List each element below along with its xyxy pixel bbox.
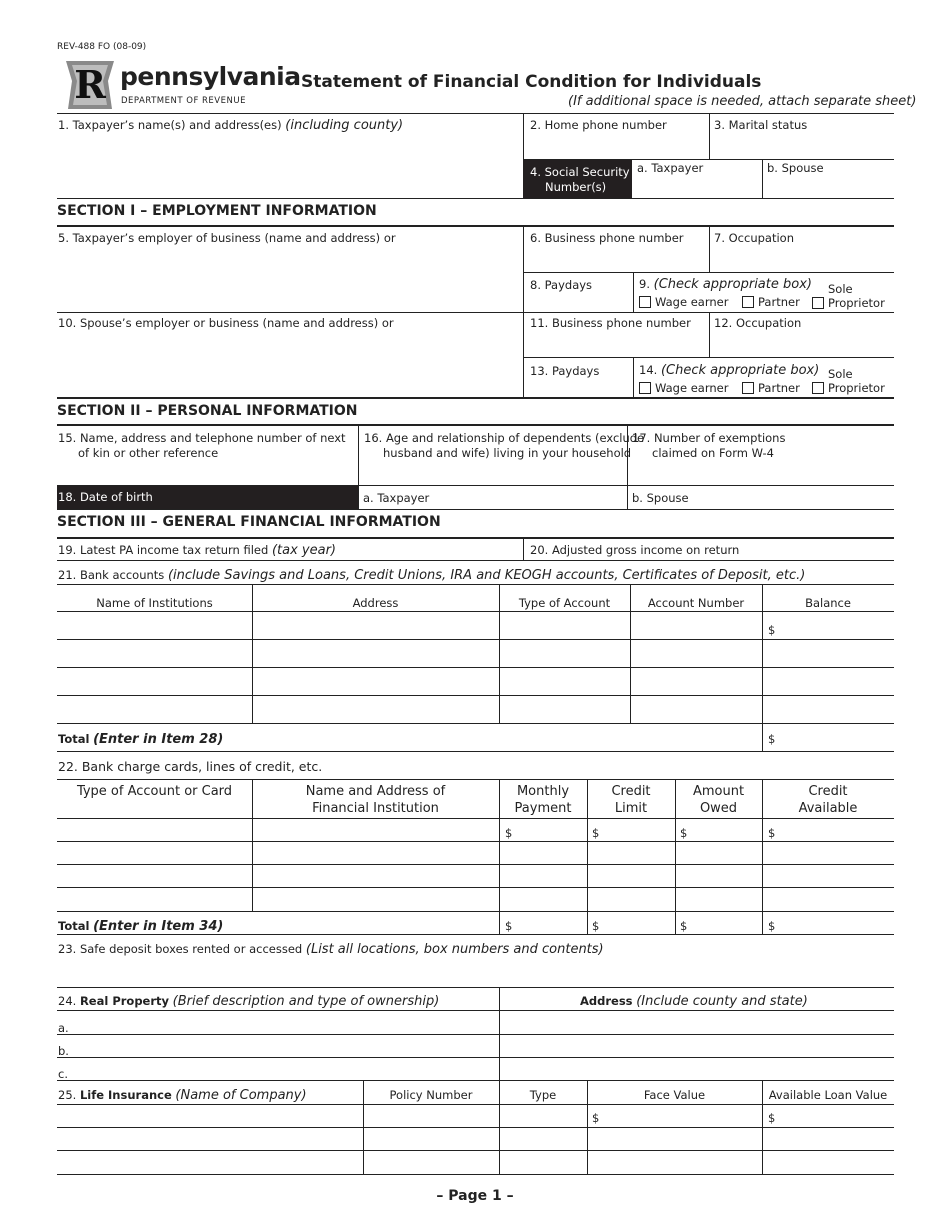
card-header-limit-2: Limit [614, 801, 648, 816]
card-header-available-1: Credit [808, 784, 848, 799]
partner-option-2[interactable]: Partner [742, 381, 800, 396]
card-header-monthly-2: Payment [514, 801, 572, 816]
item7-label: 7. Occupation [714, 231, 794, 245]
card-header-available-2: Available [798, 801, 858, 816]
item13-label: 13. Paydays [530, 364, 600, 378]
row-b-label: b. [58, 1044, 69, 1058]
card-header-owed-1: Amount [692, 784, 745, 799]
total-28-label: Total (Enter in Item 28) [58, 732, 224, 747]
item3-label: 3. Marital status [714, 118, 808, 132]
sole-proprietor-checkbox-2[interactable] [812, 382, 824, 394]
section2-heading: SECTION II – PERSONAL INFORMATION [57, 403, 358, 419]
item9-label: 9. (Check appropriate box) [639, 277, 812, 292]
ssn-spouse-field[interactable] [764, 176, 892, 196]
section3-heading: SECTION III – GENERAL FINANCIAL INFORMATION [57, 514, 441, 530]
spouse-employer-field[interactable] [58, 333, 518, 393]
spouse-business-phone-field[interactable] [524, 333, 708, 356]
ssn-taxpayer-label: a. Taxpayer [637, 161, 704, 175]
item20-label: 20. Adjusted gross income on return [530, 543, 740, 557]
credit-totals-fields[interactable] [500, 912, 893, 933]
bank-header-account-number: Account Number [647, 596, 745, 610]
ssn-taxpayer-field[interactable] [634, 176, 760, 196]
home-phone-field[interactable] [524, 134, 708, 158]
item8-label: 8. Paydays [530, 278, 593, 292]
ins-header-loan: Available Loan Value [768, 1088, 888, 1102]
bank-header-address: Address [352, 596, 399, 610]
ins-header-type: Type [529, 1088, 557, 1102]
dob-taxpayer-label: a. Taxpayer [363, 491, 430, 505]
address-header: Address (Include county and state) [580, 994, 808, 1009]
logo-letter: R [74, 62, 106, 107]
wage-earner-checkbox-2[interactable] [639, 382, 651, 394]
dollar-sign: $ [680, 826, 688, 840]
row-c-label: c. [58, 1067, 68, 1081]
ins-header-face: Face Value [643, 1088, 706, 1102]
item12-label: 12. Occupation [714, 316, 802, 330]
page-title: Statement of Financial Condition for Individuals [301, 72, 762, 92]
form-code: REV-488 FO (08-09) [57, 42, 147, 52]
dollar-sign: $ [768, 919, 776, 933]
dollar-sign: $ [680, 919, 688, 933]
bank-header-type: Type of Account [518, 596, 611, 610]
sole-proprietor-option-2[interactable]: Proprietor [812, 381, 885, 396]
bank-total-field[interactable] [778, 726, 893, 749]
safe-deposit-field[interactable] [57, 958, 894, 986]
item15-label-1: 15. Name, address and telephone number of next [58, 431, 346, 445]
item23-label: 23. Safe deposit boxes rented or accessed (List all locations, box numbers and contents) [58, 942, 604, 957]
wage-earner-option-2[interactable]: Wage earner [639, 381, 728, 396]
item16-label-2: husband and wife) living in your household [383, 446, 632, 460]
logo-name: pennsylvania [120, 62, 301, 91]
dollar-sign: $ [592, 1111, 600, 1125]
taxpayer-employer-field[interactable] [58, 248, 518, 308]
marital-status-field[interactable] [710, 134, 894, 158]
item5-label: 5. Taxpayer’s employer of business (name and address) or [58, 231, 396, 245]
sole-proprietor-checkbox[interactable] [812, 297, 824, 309]
bank-header-name: Name of Institutions [96, 596, 213, 610]
spouse-occupation-field[interactable] [710, 333, 894, 356]
item17-label-1: 17. Number of exemptions [632, 431, 786, 445]
date-of-birth-label-block: 18. Date of birth [57, 486, 358, 509]
item14-label: 14. (Check appropriate box) [639, 363, 820, 378]
card-header-limit-1: Credit [611, 784, 651, 799]
dollar-sign: $ [592, 826, 600, 840]
partner-option[interactable]: Partner [742, 295, 800, 310]
sole-label-2: Sole [828, 367, 853, 381]
card-header-institution-1: Name and Address of [305, 784, 446, 799]
bank-header-balance: Balance [805, 596, 851, 610]
wage-earner-option[interactable]: Wage earner [639, 295, 728, 310]
item24-label: 24. Real Property (Brief description and type of ownership) [58, 994, 440, 1009]
life-insurance-rows[interactable] [57, 1105, 894, 1173]
wage-earner-checkbox[interactable] [639, 296, 651, 308]
pa-keystone-logo [62, 59, 118, 111]
tax-year-field[interactable] [360, 540, 520, 559]
page-number: – Page 1 – [436, 1188, 514, 1204]
paydays-field[interactable] [524, 293, 632, 311]
card-header-monthly-1: Monthly [516, 784, 570, 799]
dollar-sign: $ [505, 919, 513, 933]
credit-cards-rows[interactable] [57, 819, 894, 910]
item2-label: 2. Home phone number [530, 118, 667, 132]
partner-checkbox-2[interactable] [742, 382, 754, 394]
ssn-spouse-label: b. Spouse [767, 161, 824, 175]
item6-label: 6. Business phone number [530, 231, 684, 245]
item15-label-2: of kin or other reference [78, 446, 219, 460]
exemptions-field[interactable] [629, 462, 893, 484]
dollar-sign: $ [768, 623, 776, 637]
dollar-sign: $ [768, 732, 776, 746]
dollar-sign: $ [505, 826, 513, 840]
page-subtitle: (If additional space is needed, attach separate sheet) [568, 94, 917, 109]
item25-label: 25. Life Insurance (Name of Company) [58, 1088, 307, 1103]
occupation-field[interactable] [710, 248, 894, 271]
dollar-sign: $ [768, 1111, 776, 1125]
dob-spouse-field[interactable] [700, 487, 892, 508]
bank-accounts-rows[interactable] [57, 612, 894, 722]
row-a-label: a. [58, 1021, 69, 1035]
real-property-rows[interactable] [70, 1011, 894, 1079]
next-of-kin-field[interactable] [58, 462, 356, 484]
item21-label: 21. Bank accounts (include Savings and Loans, Credit Unions, IRA and KEOGH accounts, Certificates of Deposit, etc.) [58, 568, 806, 583]
sole-label: Sole [828, 282, 853, 296]
dollar-sign: $ [592, 919, 600, 933]
item16-label-1: 16. Age and relationship of dependents (exclude [364, 431, 645, 445]
dollar-sign: $ [768, 826, 776, 840]
item1-label: 1. Taxpayer’s name(s) and address(es) (including county) [58, 118, 404, 133]
item17-label-2: claimed on Form W-4 [652, 446, 774, 460]
ins-header-policy: Policy Number [389, 1088, 473, 1102]
item10-label: 10. Spouse’s employer or business (name and address) or [58, 316, 394, 330]
item22-label: 22. Bank charge cards, lines of credit, etc. [58, 759, 323, 774]
total-34-label: Total (Enter in Item 34) [58, 919, 224, 934]
item11-label: 11. Business phone number [530, 316, 691, 330]
logo-department: DEPARTMENT OF REVENUE [121, 96, 246, 106]
partner-checkbox[interactable] [742, 296, 754, 308]
sole-proprietor-option[interactable]: Proprietor [812, 296, 885, 311]
spouse-paydays-field[interactable] [524, 379, 632, 396]
item19-label: 19. Latest PA income tax return filed (tax year) [58, 543, 336, 558]
section1-heading: SECTION I – EMPLOYMENT INFORMATION [57, 203, 377, 219]
card-header-type: Type of Account or Card [76, 784, 233, 799]
card-header-owed-2: Owed [699, 801, 738, 816]
taxpayer-name-address-field[interactable] [58, 134, 518, 194]
dependents-field[interactable] [360, 462, 625, 484]
card-header-institution-2: Financial Institution [312, 801, 439, 816]
dob-spouse-label: b. Spouse [632, 491, 689, 505]
business-phone-field[interactable] [524, 248, 708, 271]
agi-field[interactable] [760, 540, 893, 559]
dob-taxpayer-field[interactable] [440, 487, 625, 508]
ssn-label-block: 4. Social Security Number(s) [523, 160, 632, 198]
